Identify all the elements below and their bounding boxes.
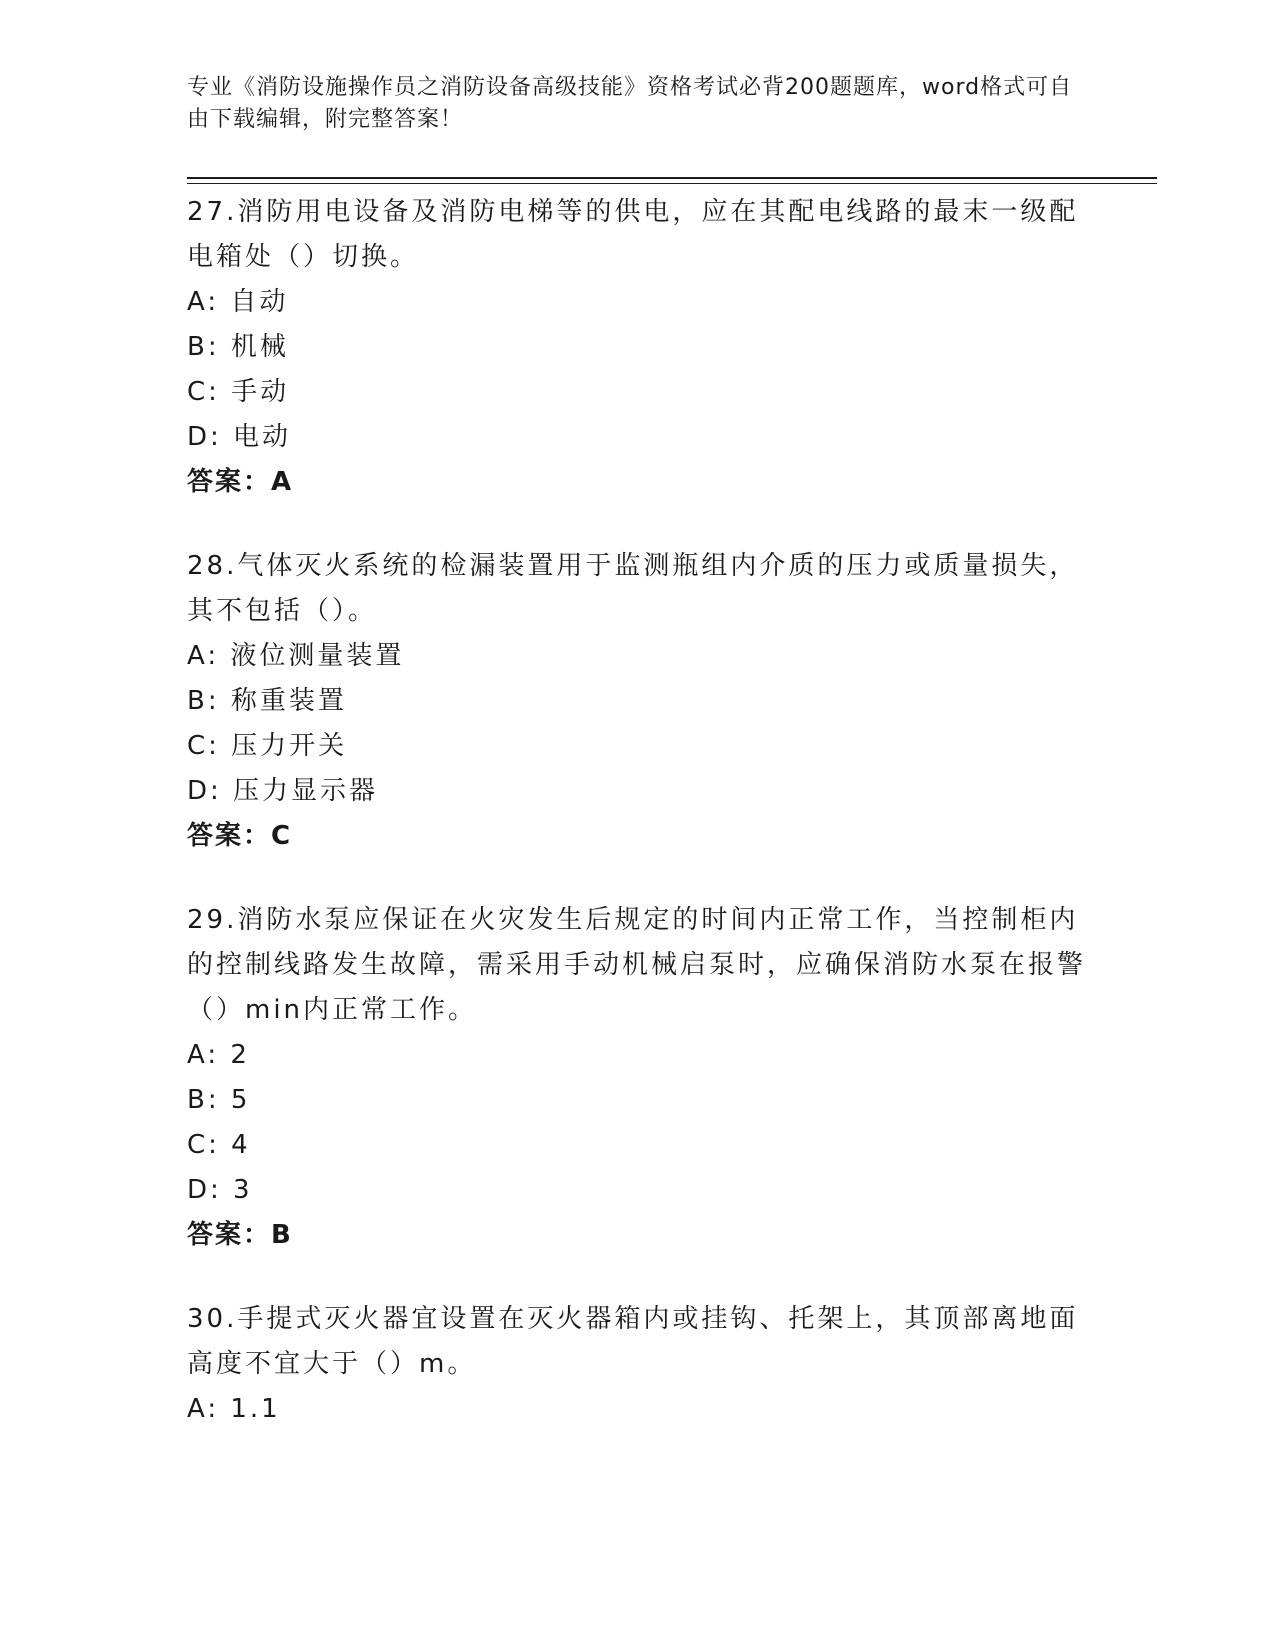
question-stem: 29.消防水泵应保证在火灾发生后规定的时间内正常工作，当控制柜内的控制线路发生故障，需采用手动机械启泵时，应确保消防水泵在报警（）min内正常工作。 [187, 905, 1087, 1025]
option-d: D: 电动 [187, 422, 292, 452]
option-a: A: 自动 [187, 287, 289, 317]
option-d: D: 3 [187, 1175, 253, 1205]
option-a: A: 1.1 [187, 1394, 281, 1424]
option-d: D: 压力显示器 [187, 776, 379, 806]
question-28 [187, 544, 1087, 859]
header-divider-thin [187, 183, 1157, 184]
option-c: C: 压力开关 [187, 731, 348, 761]
header-divider-thick [187, 177, 1157, 179]
option-b: B: 机械 [187, 332, 289, 362]
option-c: C: 手动 [187, 377, 290, 407]
question-stem: 28.气体灭火系统的检漏装置用于监测瓶组内介质的压力或质量损失，其不包括（）。 [187, 551, 1079, 626]
answer: 答案：A [187, 467, 294, 497]
option-a: A: 液位测量装置 [187, 641, 405, 671]
question-stem: 27.消防用电设备及消防电梯等的供电，应在其配电线路的最末一级配电箱处（）切换。 [187, 197, 1079, 272]
question-list [187, 190, 1087, 1471]
question-29 [187, 898, 1087, 1258]
option-c: C: 4 [187, 1130, 251, 1160]
question-stem: 30.手提式灭火器宜设置在灭火器箱内或挂钩、托架上，其顶部离地面高度不宜大于（）m。 [187, 1304, 1079, 1379]
document-header: 专业《消防设施操作员之消防设备高级技能》资格考试必背200题题库，word格式可自由下载编辑，附完整答案！ [187, 75, 1073, 132]
option-a: A: 2 [187, 1040, 250, 1070]
answer: 答案：B [187, 1220, 293, 1250]
question-27 [187, 190, 1087, 505]
option-b: B: 称重装置 [187, 686, 347, 716]
option-b: B: 5 [187, 1085, 251, 1115]
answer: 答案：C [187, 821, 293, 851]
question-30 [187, 1297, 1087, 1432]
